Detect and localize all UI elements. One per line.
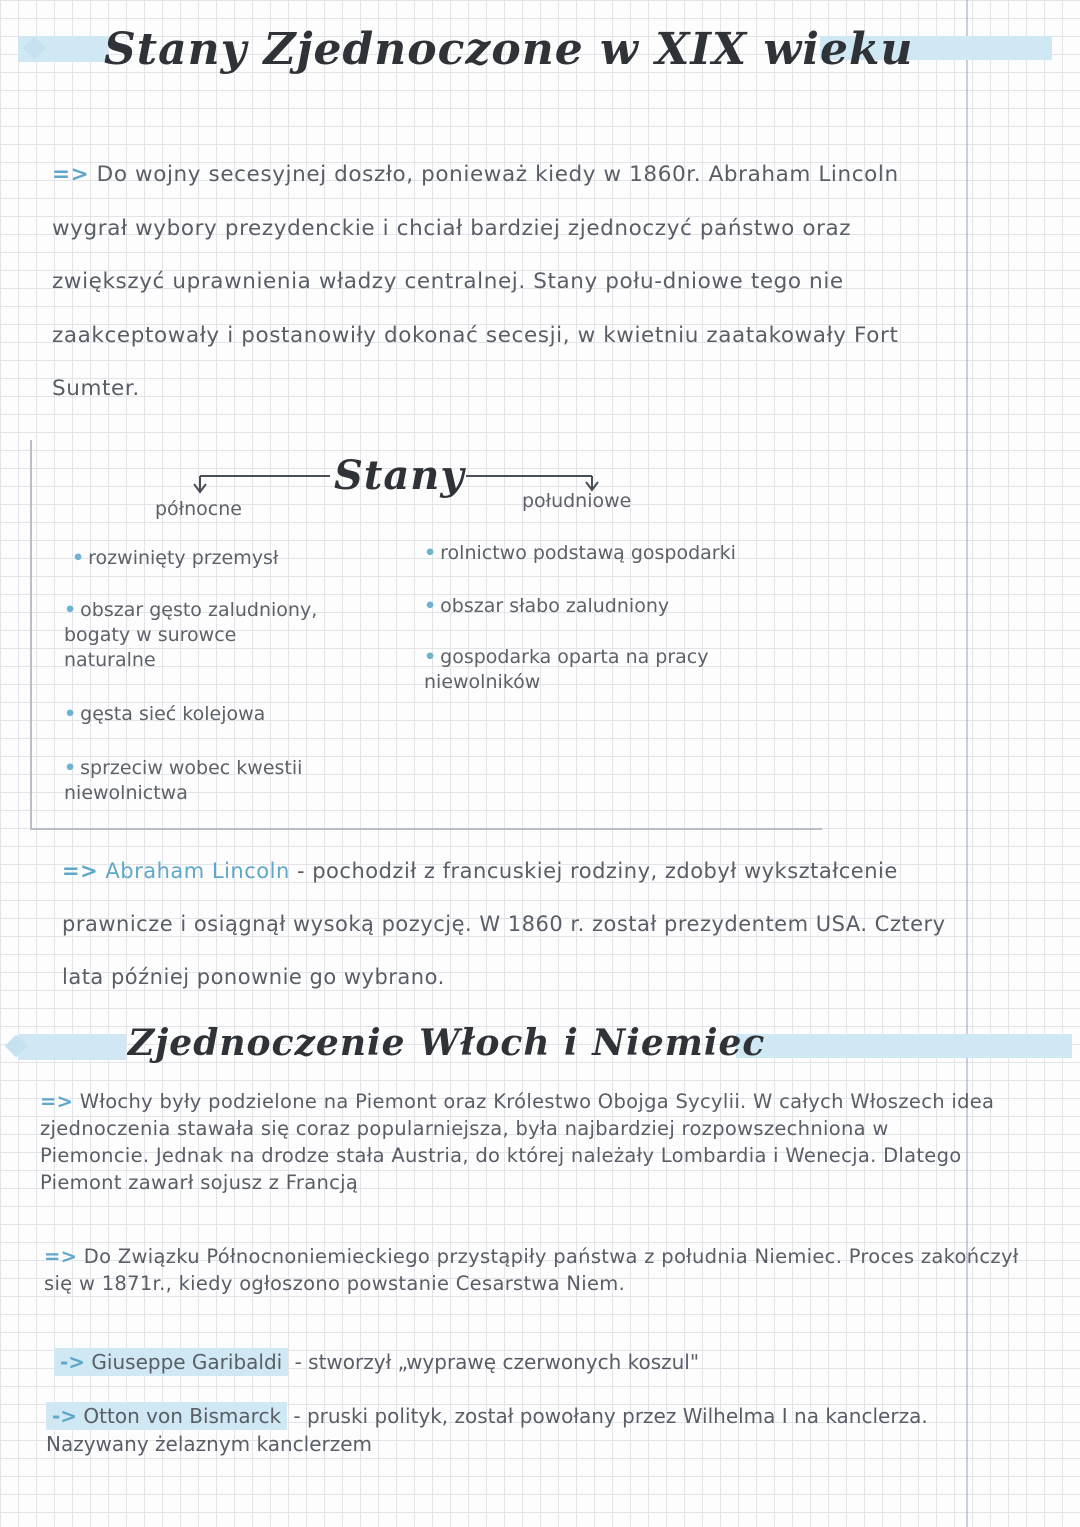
garibaldi-name: Giuseppe Garibaldi [91,1350,283,1374]
germany-text: Do Związku Północnoniemieckiego przystąpiły państwa z południa Niemiec. Proces zakończył się w 1871r., kiedy ogłoszono powstanie Cesarstwa Niem. [44,1245,1019,1295]
arrow-icon: -> [60,1350,86,1374]
secession-text: Do wojny secesyjnej doszło, ponieważ kiedy w 1860r. Abraham Lincoln wygrał wybory prezydenckie i chciał bardziej zjednoczyć państwo oraz zwiększyć uprawnienia władzy centralnej. Stany połu-dniowe tego nie zaakceptowały i postanowiły dokonać secesji, w kwietniu zaatakowały Fort Sumter. [52,162,899,401]
arrow-icon: => [62,859,99,883]
germany-paragraph [44,1243,1034,1297]
italy-paragraph [40,1088,1000,1196]
italy-text: Włochy były podzielone na Piemont oraz Królestwo Obojga Sycylii. W całych Włoszech idea zjednoczenia stawała się coraz popularniejsza, była najbardziej rozpowszechniona w Piemoncie. Jednak na drodze stała Austria, do której należały Lombardia i Wenecja. Dlatego Piemont zawarł sojusz z Francją [40,1090,995,1194]
south-item: • rolnictwo podstawą gospodarki [424,542,736,564]
arrow-icon: => [52,162,90,187]
north-column-heading: północne [155,498,242,520]
north-item: • rozwinięty przemysł [72,547,279,569]
south-item: • gospodarka oparta na pracy niewolników [424,646,709,693]
section-title-italy-germany: Zjednoczenie Włoch i Niemiec [128,1022,766,1064]
diagram-center-label: Stany [334,452,465,499]
north-item: • gęsta sieć kolejowa [64,703,266,725]
page-title: Stany Zjednoczone w XIX wieku [104,24,914,75]
lincoln-paragraph [62,845,962,1004]
bismarck-line [46,1402,966,1458]
lincoln-text: - pochodził z francuskiej rodziny, zdobył wykształcenie prawnicze i osiągnął wysoką pozycję. W 1860 r. został prezydentem USA. Cztery lata później ponownie go wybrano. [62,859,946,989]
north-item: • sprzeciw wobec kwestii niewolnictwa [64,757,303,804]
title2-highlight-right [736,1034,1072,1058]
secession-paragraph [52,148,952,416]
garibaldi-line [54,1348,699,1376]
arrow-icon: => [44,1245,78,1268]
notebook-margin-line [966,0,968,1527]
arrow-icon: => [40,1090,74,1113]
south-column-heading: południowe [522,490,632,512]
south-item: • obszar słabo zaludniony [424,595,670,617]
bismarck-name: Otton von Bismarck [83,1404,282,1428]
garibaldi-text: - stworzył „wyprawę czerwonych koszul" [294,1350,700,1374]
bismarck-text: - pruski polityk, został powołany przez Wilhelma I na kanclerza. Nazywany żelaznym kanclerzem [46,1404,928,1456]
title2-highlight-left [18,1034,126,1060]
north-item: • obszar gęsto zaludniony, bogaty w surowce naturalne [64,599,318,671]
lincoln-name: Abraham Lincoln [105,859,290,883]
arrow-icon: -> [52,1404,78,1428]
